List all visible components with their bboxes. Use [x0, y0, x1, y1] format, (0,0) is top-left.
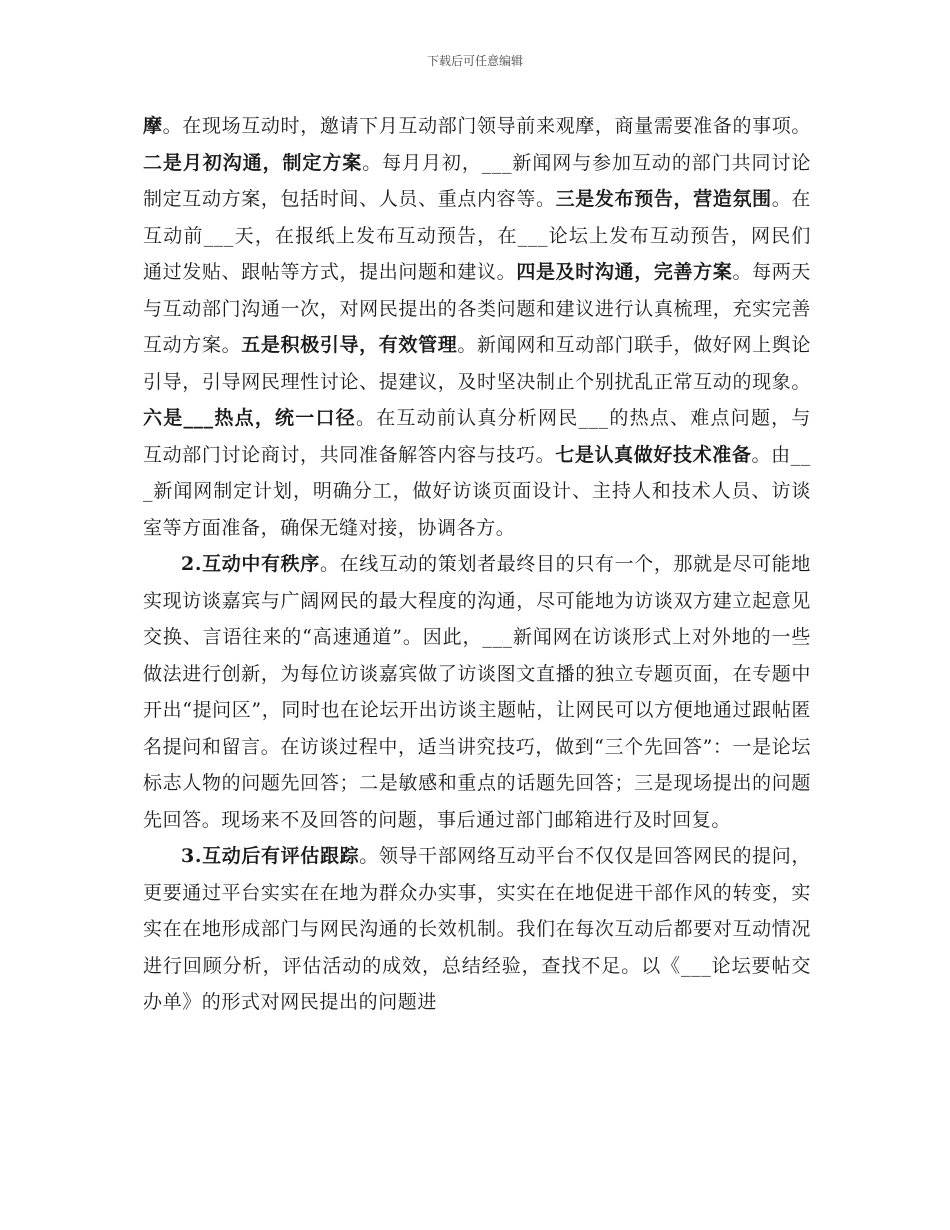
- text-fragment: 。领导干部网络互动平台不仅仅是回答网民的提问，更要通过平台实实在在地为群众办实事，实实在在地促进干部作风的转变，实实在在地形成部门与网民沟通的长效机制。我们在每次互动后都要对互动情况进行回顾分析，评估活动的成效，总结经验，查找不足。以《___论坛要帖交办单》的形式对网民提出的问题进: [143, 845, 811, 1013]
- text-fragment: 。在互动前认真分析网民___的热点、难点问题，与互动部门讨论商讨，共同准备解答内容与技巧。: [143, 407, 812, 466]
- text-fragment: 。每月月初，___新闻网与参加互动的部门共同讨论制定互动方案，包括时间、人员、重点内容等。: [143, 151, 812, 210]
- section-heading-3: 3.互动后有评估跟踪: [181, 845, 360, 867]
- paragraph-after-interaction: [143, 838, 811, 1021]
- document-body: [143, 108, 811, 1021]
- bold-fragment: 摩: [143, 115, 163, 137]
- heading-step-7: 七是认真做好技术准备: [555, 443, 752, 466]
- section-heading-2: 2.互动中有秩序: [181, 553, 320, 575]
- text-fragment: 。在现场互动时，邀请下月互动部门领导前来观摩，商量需要准备的事项。: [162, 115, 811, 137]
- paragraph-during-interaction: [143, 546, 811, 838]
- heading-step-3: 三是发布预告，营造氛围: [555, 188, 772, 210]
- page-header: 下载后可任意编辑: [426, 54, 523, 68]
- heading-step-4: 四是及时沟通，完善方案: [516, 261, 733, 283]
- heading-step-2: 二是月初沟通，制定方案: [143, 151, 363, 174]
- heading-step-6: 六是___热点，统一口径: [143, 407, 356, 429]
- text-fragment: 。在线互动的策划者最终目的只有一个，那就是尽可能地实现访谈嘉宾与广阔网民的最大程度的沟通，尽可能地为访谈双方建立起意见交换、言语往来的“高速通道”。因此，___新闻网在访谈形式上对外地的一些做法进行创新，为每位访谈嘉宾做了访谈图文直播的独立专题页面，在专题中开出“提问区”，同时也在论坛开出访谈主题帖，让网民可以方便地通过跟帖匿名提问和留言。在访谈过程中，适当讲究技巧，做到“三个先回答”：一是论坛标志人物的问题先回答；二是敏感和重点的话题先回答；三是现场提出的问题先回答。现场来不及回答的问题，事后通过部门邮箱进行及时回复。: [143, 553, 811, 831]
- text-fragment: 。在互动前___天，在报纸上发布互动预告，在___论坛上发布互动预告，网民们通过发贴、跟帖等方式，提出问题和建议。: [143, 188, 811, 283]
- paragraph-intro-steps: [143, 108, 811, 546]
- heading-step-5: 五是积极引导，有效管理: [241, 334, 458, 356]
- text-fragment: 。每两天与互动部门沟通一次，对网民提出的各类问题和建议进行认真梳理，充实完善互动方案。: [143, 261, 811, 356]
- text-fragment: 。新闻网和互动部门联手，做好网上舆论引导，引导网民理性讨论、提建议，及时坚决制止个别扰乱正常互动的现象。: [143, 334, 811, 393]
- text-fragment: 。由___新闻网制定计划，明确分工，做好访谈页面设计、主持人和技术人员、访谈室等方面准备，确保无缝对接，协调各方。: [143, 443, 811, 539]
